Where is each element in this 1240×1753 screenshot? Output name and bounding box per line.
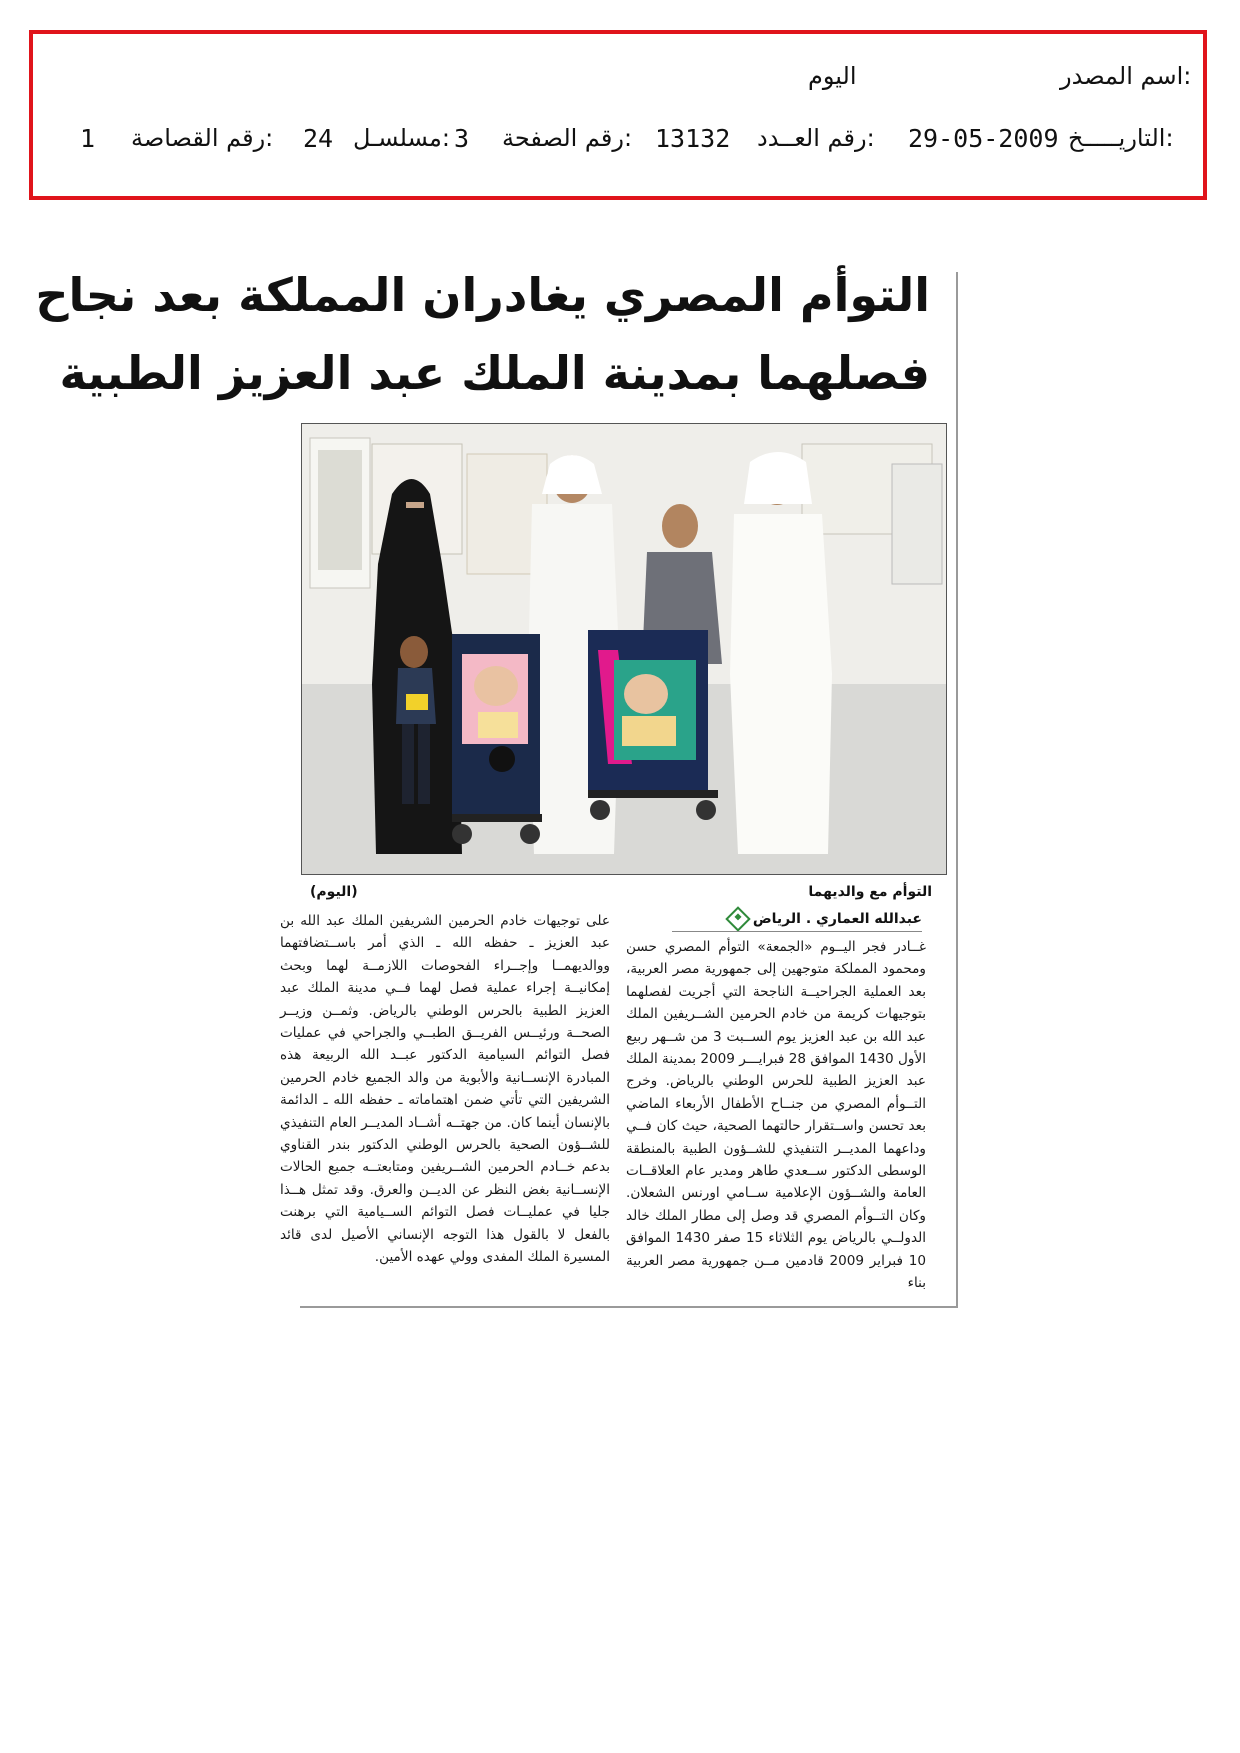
byline bbox=[723, 910, 922, 928]
article-column-rule bbox=[956, 272, 958, 1306]
source-value: اليوم bbox=[808, 62, 857, 90]
clipping-info-box bbox=[29, 30, 1207, 200]
byline-underline bbox=[672, 931, 922, 932]
clip-label: رقم القصاصة: bbox=[131, 124, 274, 152]
source-label: اسم المصدر: bbox=[1060, 62, 1192, 90]
page-value: 3 bbox=[454, 124, 470, 153]
serial-value: 24 bbox=[303, 124, 334, 153]
article-column-right bbox=[626, 936, 926, 1295]
clip-value: 1 bbox=[80, 124, 96, 153]
article-column-left-text: على توجيهات خادم الحرمين الشريفين الملك عبد الله بن عبد العزيز ـ حفظه الله ـ الذي أمر باســتضافتهما ووالديهمــا وإجــراء الفحوصات اللازمــة لهما وبحث إمكانيــة إجراء عملية فصل لهما فــي مدينة الملك عبد العزيز الطبية بالحرس الوطني بالرياض. وثمــن وزيــر الصحــة ورئيــس الفريــق الطبــي والجراحي في عمليات فصل التوائم السيامية الدكتور عبــد الله الربيعة هذه المبادرة الإنســانية والأبوية من والد الجميع خادم الحرمين الشريفين التي تأتي ضمن اهتماماته ـ حفظه الله ـ الدائمة بالإنسان أينما كان. من جهتــه أشــاد المديــر العام التنفيذي للشــؤون الصحية بالحرس الوطني الدكتور بندر القناوي بدعم خــادم الحرمين الشــريفين ومتابعتــه جميع الحالات الإنســانية بغض النظر عن الديــن والعرق. وقد تمثل هــذا جليا في عمليــات فصل التوائم الســيامية التي برهنت بالفعل لا بالقول هذا التوجه الإنساني الأصيل لدى قائد المسيرة الملك المفدى وولي عهده الأمين. bbox=[280, 913, 610, 1266]
photo-caption: التوأم مع والديهما bbox=[808, 884, 932, 900]
photo-credit: (اليوم) bbox=[310, 884, 358, 900]
article-column-left bbox=[280, 910, 610, 1269]
headline-line-1: التوأم المصري يغادران المملكة بعد نجاح bbox=[35, 268, 930, 322]
page-label: رقم الصفحة: bbox=[502, 124, 633, 152]
byline-diamond-icon bbox=[725, 906, 750, 931]
date-value: 29-05-2009 bbox=[908, 124, 1059, 153]
headline-line-2: فصلهما بمدينة الملك عبد العزيز الطبية bbox=[59, 346, 930, 400]
article-bottom-rule bbox=[300, 1306, 958, 1308]
date-label: التاريـــــخ: bbox=[1068, 124, 1174, 152]
issue-value: 13132 bbox=[655, 124, 731, 153]
article-column-right-text: غــادر فجر اليــوم «الجمعة» التوأم المصري حسن ومحمود المملكة متوجهين إلى جمهورية مصر العربية، بعد العملية الجراحيــة الناجحة التي أجريت لفصلهما بتوجيهات كريمة من خادم الحرمين الشــريفين الملك عبد الله بن عبد العزيز يوم الســبت 3 من شــهر ربيع الأول 1430 الموافق 28 فبرايـــر 2009 بمدينة الملك عبد العزيز الطبية للحرس الوطني بالرياض. وخرج التــوأم المصري من جنــاح الأطفال الأربعاء الماضي بعد تحسن واســتقرار حالتهما الصحية، حيث كان فــي وداعهما المديــر التنفيذي للشــؤون الطبية بالمنطقة الوسطى الدكتور ســعدي طاهر ومدير عام العلاقــات العامة والشــؤون الإعلامية ســامي اورنس الشعلان. وكان التــوأم المصري قد وصل إلى مطار الملك خالد الدولــي بالرياض يوم الثلاثاء 15 صفر 1430 الموافق 10 فبراير 2009 قادمين مــن جمهورية مصر العربية بناء bbox=[626, 939, 927, 1292]
article-photo bbox=[301, 423, 947, 875]
byline-text: عبدالله العماري . الرياض bbox=[752, 911, 922, 927]
issue-label: رقم العــدد: bbox=[757, 124, 875, 152]
serial-label: مسلسـل: bbox=[353, 124, 450, 152]
